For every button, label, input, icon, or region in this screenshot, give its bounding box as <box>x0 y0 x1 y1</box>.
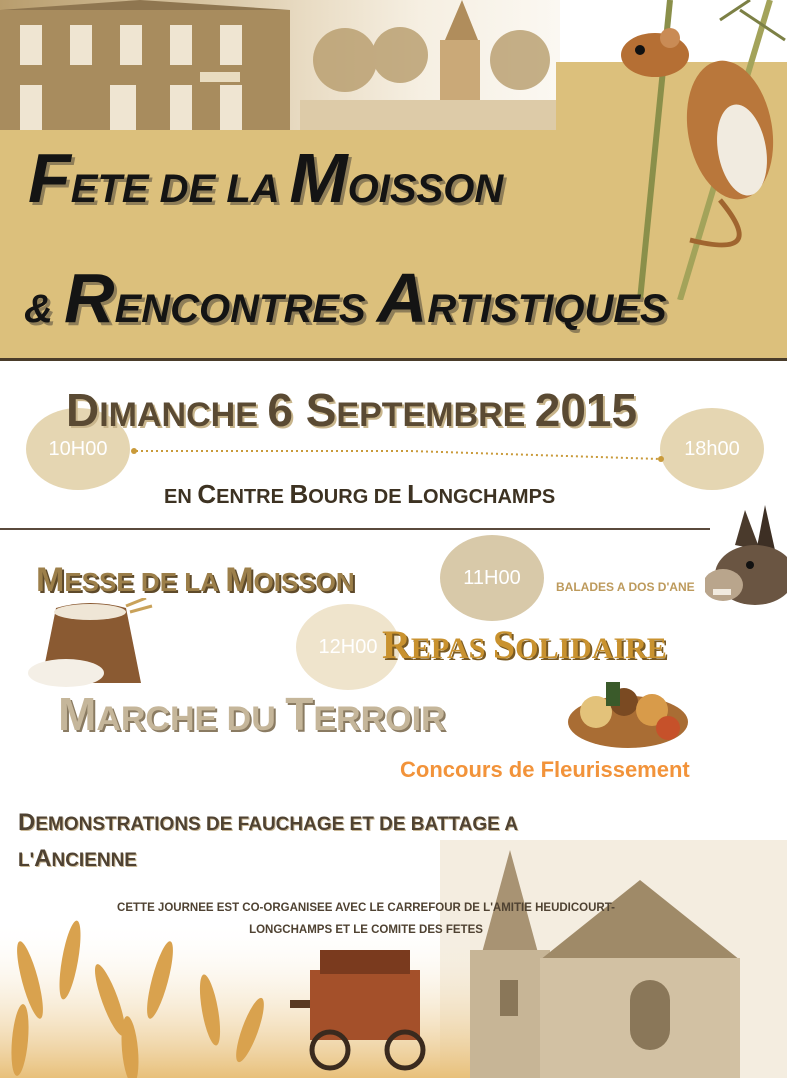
title-part: M <box>289 139 348 217</box>
messe-time-badge <box>440 535 544 621</box>
date-part: D <box>66 384 100 436</box>
title-part: & <box>24 287 64 331</box>
demo-part: D <box>18 809 36 836</box>
repas-part: S <box>492 622 516 667</box>
demo-part: L' <box>18 850 35 871</box>
title-part: ETE DE LA <box>70 167 290 211</box>
demo-part: A <box>34 845 52 872</box>
time-range-line <box>130 448 665 462</box>
end-time: 18h00 <box>684 437 740 460</box>
messe-part: M <box>36 561 65 599</box>
marche-part: T <box>285 688 314 740</box>
demo-line-2 <box>18 842 137 879</box>
repas-part: OLIDAIRE <box>515 632 667 665</box>
demo-part: NCIENNE <box>51 850 137 871</box>
title-part: R <box>64 259 115 337</box>
event-location <box>164 478 555 515</box>
messe-part: ESSE DE LA <box>64 567 226 597</box>
date-part: 2015 <box>534 384 638 436</box>
harvest-mouse-illustration <box>600 0 787 300</box>
title-part: ENCONTRES <box>114 287 377 331</box>
organisation-line-1: CETTE JOURNEE EST CO-ORGANISEE AVEC LE CARREFOUR DE L'AMITIE HEUDICOURT- <box>117 902 615 914</box>
title-line-2 <box>24 258 667 358</box>
location-part: B <box>289 479 309 509</box>
town-hall-photo <box>0 0 560 135</box>
flour-sack-photo <box>26 598 154 688</box>
balades-label: BALADES A DOS D'ANE <box>556 580 695 594</box>
location-part: ONGCHAMPS <box>423 486 556 508</box>
location-part: OURG DE <box>308 486 408 508</box>
donkey-icon <box>705 505 787 620</box>
donkey-photo <box>705 505 787 620</box>
church-photo <box>440 840 787 1078</box>
demo-part: EMONSTRATIONS DE FAUCHAGE ET DE BATTAGE A <box>35 814 519 835</box>
title-part: F <box>28 139 71 217</box>
start-time: 10H00 <box>48 437 108 460</box>
messe-time: 11H00 <box>463 566 521 589</box>
church-icon <box>440 840 787 1078</box>
date-part: 6 S <box>267 384 337 436</box>
repas-title <box>382 620 667 679</box>
messe-part: M <box>225 561 254 599</box>
repas-part: EPAS <box>410 632 493 665</box>
marche-part: ARCHE DU <box>96 700 286 738</box>
event-date <box>66 382 637 450</box>
terroir-food-photo <box>566 672 690 750</box>
marche-title <box>58 686 446 754</box>
title-part: A <box>376 259 428 337</box>
repas-part: R <box>382 622 411 667</box>
marche-part: M <box>58 688 97 740</box>
location-part: C <box>197 479 217 509</box>
repas-time: 12H00 <box>318 635 378 658</box>
concours-label: Concours de Fleurissement <box>400 757 690 782</box>
terroir-food-icon <box>566 672 690 750</box>
title-line-1 <box>28 138 503 238</box>
date-part: EPTEMBRE <box>336 396 535 434</box>
location-part: ENTRE <box>216 486 290 508</box>
organisation-line-2: LONGCHAMPS ET LE COMITE DES FETES <box>249 924 483 936</box>
flour-sack-icon <box>26 598 154 688</box>
harvest-mouse-icon <box>600 0 787 300</box>
title-band-rule <box>0 358 787 361</box>
town-hall-icon <box>0 0 560 135</box>
messe-part: OISSON <box>253 567 355 597</box>
demo-line-1 <box>18 806 518 843</box>
title-part: RTISTIQUES <box>427 287 667 331</box>
marche-part: ERROIR <box>313 700 446 738</box>
location-part: EN <box>164 486 198 508</box>
section-divider <box>0 528 710 530</box>
end-time-badge <box>660 408 764 490</box>
date-part: IMANCHE <box>99 396 268 434</box>
threshing-machine-photo <box>290 930 440 1078</box>
location-part: L <box>407 479 424 509</box>
title-part: OISSON <box>347 167 504 211</box>
